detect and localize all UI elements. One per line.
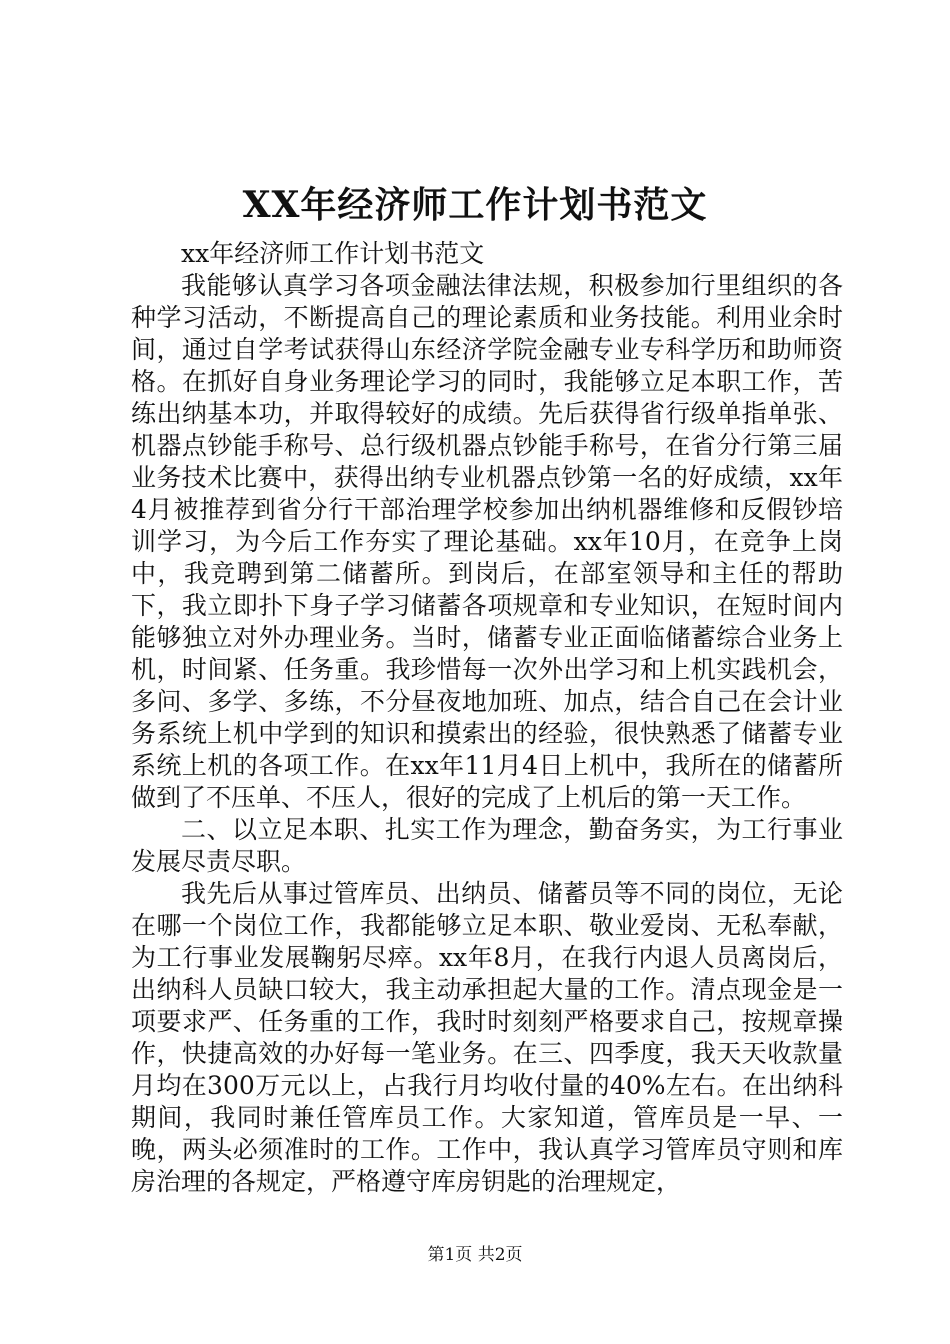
- page-footer: 第1页 共2页: [427, 1245, 523, 1265]
- paragraph-3: 我先后从事过管库员、出纳员、储蓄员等不同的岗位，无论在哪一个岗位工作，我都能够立足本职、敬业爱岗、无私奉献，为工行事业发展鞠躬尽瘁。xx年8月，在我行内退人员离岗后，出纳科人员缺口较大，我主动承担起大量的工作。清点现金是一项要求严、任务重的工作，我时时刻刻严格要求自己，按规章操作，快捷高效的办好每一笔业务。在三、四季度，我天天收款量月均在300万元以上，占我行月均收付量的40%左右。在出纳科期间，我同时兼任管库员工作。大家知道，管库员是一早、一晚，两头必须准时的工作。工作中，我认真学习管库员守则和库房治理的各规定，严格遵守库房钥匙的治理规定，: [131, 879, 843, 1196]
- paragraph-1: 我能够认真学习各项金融法律法规，积极参加行里组织的各种学习活动，不断提高自己的理论素质和业务技能。利用业余时间，通过自学考试获得山东经济学院金融专业专科学历和助师资格。在抓好自身业务理论学习的同时，我能够立足本职工作，苦练出纳基本功，并取得较好的成绩。先后获得省行级单指单张、机器点钞能手称号、总行级机器点钞能手称号，在省分行第三届业务技术比赛中，获得出纳专业机器点钞第一名的好成绩，xx年4月被推荐到省分行干部治理学校参加出纳机器维修和反假钞培训学习，为今后工作夯实了理论基础。xx年10月，在竞争上岗中，我竞聘到第二储蓄所。到岗后，在部室领导和主任的帮助下，我立即扑下身子学习储蓄各项规章和专业知识，在短时间内能够独立对外办理业务。当时，储蓄专业正面临储蓄综合业务上机，时间紧、任务重。我珍惜每一次外出学习和上机实践机会，多问、多学、多练，不分昼夜地加班、加点，结合自己在会计业务系统上机中学到的知识和摸索出的经验，很快熟悉了储蓄专业系统上机的各项工作。在xx年11月4日上机中，我所在的储蓄所做到了不压单、不压人，很好的完成了上机后的第一天工作。: [131, 271, 843, 812]
- paragraph-subtitle: xx年经济师工作计划书范文: [181, 239, 485, 268]
- paragraph-2-heading: 二、以立足本职、扎实工作为理念，勤奋务实，为工行事业发展尽责尽职。: [131, 815, 843, 876]
- document-title: XX年经济师工作计划书范文: [242, 184, 708, 226]
- document-body: [131, 238, 843, 1198]
